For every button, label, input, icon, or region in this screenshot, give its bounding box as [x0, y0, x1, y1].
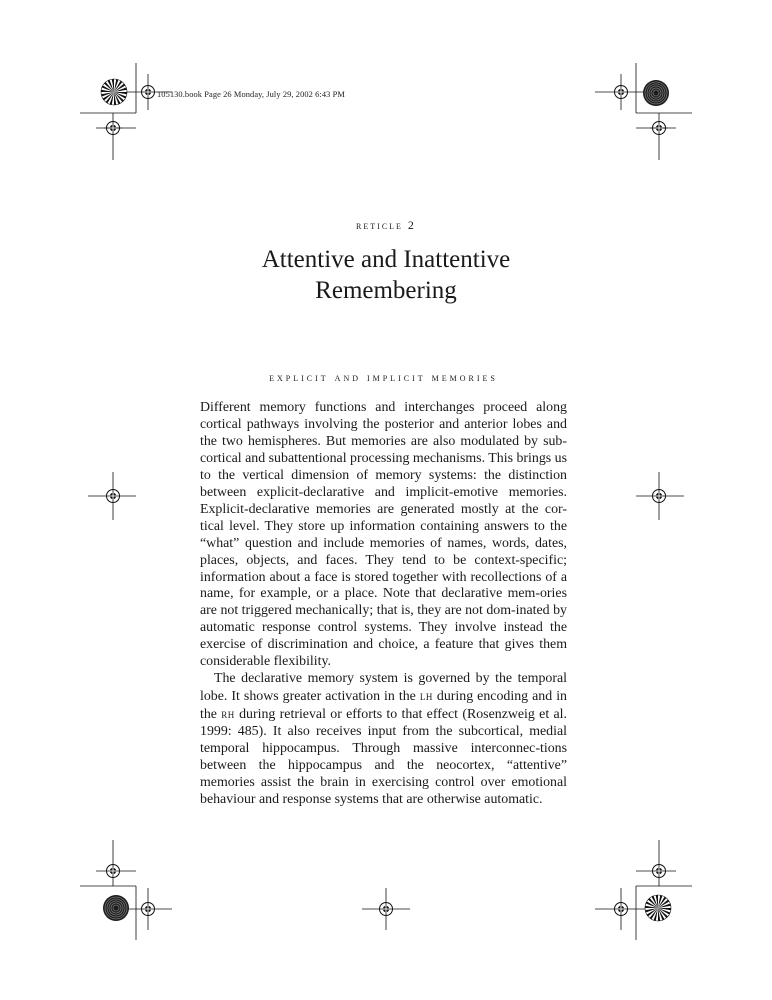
chapter-title-line-1: Attentive and Inattentive [261, 246, 511, 273]
left-hemisphere-abbr: lh [419, 688, 433, 704]
chapter-label: reticle 2 [356, 218, 416, 232]
paragraph-2-part-1: The declarative memory system is governed by the temporal lobe. It shows greater activation in the [200, 671, 567, 705]
chapter-title-line-2: Remembering [315, 277, 457, 304]
concentric-target-icon [103, 895, 129, 921]
body-text [200, 400, 567, 809]
paragraph-2 [200, 671, 567, 809]
paragraph-1: Different memory functions and interchanges proceed along cortical pathways involving the posterior and anterior lobes and the two hemispheres. But memories are also modulated by sub-cortical and subattentional processing mechanisms. This brings us to the vertical dimension of memory systems: the distinction between explicit-declarative and implicit-emotive memories. Explicit-declarative memories are generated mostly at the cor-tical level. They store up information containing answers to the “what” question and include memories of names, words, dates, places, objects, and faces. They tend to be context-specific; information about a face is stored together with recollections of a name, for example, or a place. Note that declarative mem-ories are not triggered mechanically; that is, they are not dom-inated by automatic response control systems. They involve instead the exercise of discrimination and choice, a feature that gives them considerable flexibility. [200, 400, 568, 670]
starburst-target-icon [101, 79, 127, 105]
section-heading: explicit and implicit memories [269, 370, 498, 384]
paragraph-2-part-3: during retrieval or efforts to that effect (Rosenzweig et al. 1999: 485). It also receives input from the subcortical, medial temporal hippocampus. Through massive interconnec-tions between the hippocampus and the neocortex, “attentive” memories assist the brain in exercising control over emotional behaviour and response systems that are otherwise automatic. [200, 707, 567, 807]
right-hemisphere-abbr: rh [221, 706, 235, 722]
starburst-target-icon [645, 895, 671, 921]
chapter-title [0, 244, 772, 306]
paragraph-2-part-2: during encoding and in the [200, 689, 567, 723]
concentric-target-icon [643, 80, 669, 106]
print-slug: 105130.book Page 26 Monday, July 29, 2002 6:43 PM [157, 90, 345, 99]
